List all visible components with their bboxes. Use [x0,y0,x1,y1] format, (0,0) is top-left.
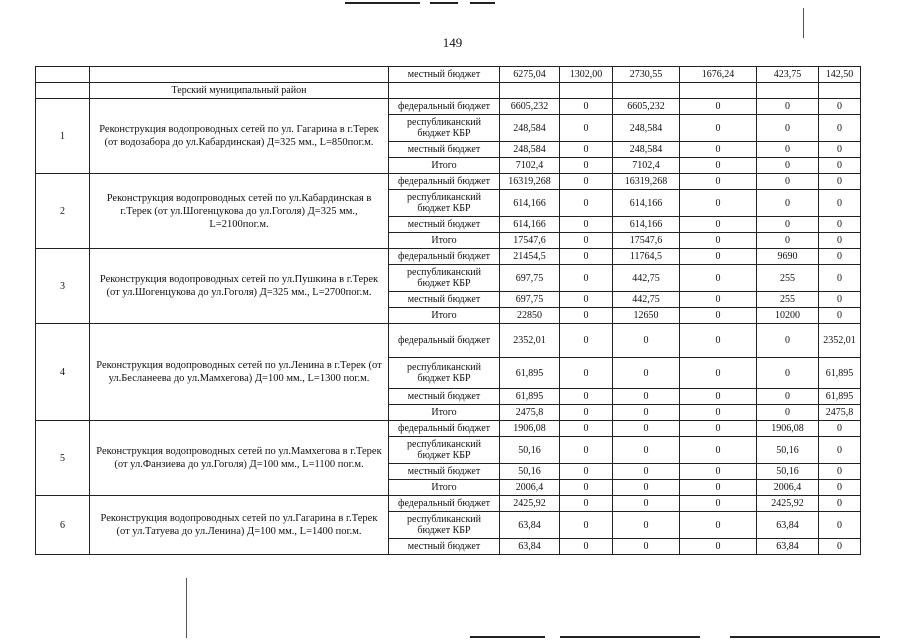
value-cell: 0 [757,389,819,405]
value-cell: 0 [819,512,861,539]
budget-cell: местный бюджет [389,389,500,405]
value-cell: 2425,92 [500,496,560,512]
value-cell: 0 [757,358,819,389]
table-row [36,174,861,190]
value-cell: 63,84 [500,512,560,539]
value-cell: 0 [819,142,861,158]
value-cell: 423,75 [757,67,819,83]
value-cell: 0 [819,115,861,142]
scan-artifact [560,636,700,638]
value-cell: 0 [680,174,757,190]
value-cell: 0 [613,358,680,389]
value-cell: 0 [680,292,757,308]
project-number: 6 [36,496,90,555]
value-cell: 0 [613,389,680,405]
table-row [36,421,861,437]
value-cell: 0 [819,190,861,217]
table-row [36,324,861,358]
value-cell: 0 [819,249,861,265]
value-cell: 50,16 [757,464,819,480]
value-cell: 0 [613,437,680,464]
value-cell: 1906,08 [757,421,819,437]
value-cell: 0 [560,292,613,308]
value-cell: 2730,55 [613,67,680,83]
value-cell: 0 [757,233,819,249]
value-cell: 0 [680,358,757,389]
budget-cell: федеральный бюджет [389,99,500,115]
value-cell: 0 [560,421,613,437]
budget-cell: республиканский бюджет КБР [389,512,500,539]
value-cell: 0 [680,265,757,292]
value-cell: 0 [680,512,757,539]
value-cell: 16319,268 [613,174,680,190]
project-title: Реконструкция водопроводных сетей по ул.Гагарина в г.Терек (от ул.Татуева до ул.Ленина) Д=100 мм., L=1400 пог.м. [90,496,389,555]
value-cell: 63,84 [757,539,819,555]
value-cell: 0 [560,233,613,249]
value-cell: 0 [819,480,861,496]
table-row [36,496,861,512]
value-cell: 50,16 [757,437,819,464]
value-cell: 614,166 [613,217,680,233]
value-cell: 63,84 [500,539,560,555]
value-cell: 0 [757,115,819,142]
value-cell: 0 [757,158,819,174]
value-cell: 0 [560,190,613,217]
project-title: Реконструкция водопроводных сетей по ул.Мамхегова в г.Терек (от ул.Фанзиева до ул.Гоголя) Д=100 мм., L=1100 пог.м. [90,421,389,496]
budget-table [35,66,861,555]
budget-cell: Итого [389,308,500,324]
value-cell: 248,584 [500,142,560,158]
value-cell: 1676,24 [680,67,757,83]
value-cell: 255 [757,265,819,292]
scan-artifact [470,636,545,638]
num-cell [36,67,90,83]
value-cell: 0 [560,99,613,115]
value-cell: 0 [819,496,861,512]
value-cell: 6605,232 [500,99,560,115]
budget-cell: местный бюджет [389,539,500,555]
value-cell: 0 [560,217,613,233]
value-cell: 0 [680,217,757,233]
value-cell: 0 [680,539,757,555]
value-cell: 442,75 [613,265,680,292]
value-cell: 0 [757,324,819,358]
value-cell: 0 [613,464,680,480]
budget-cell: федеральный бюджет [389,324,500,358]
scan-artifact [730,636,880,638]
project-number: 2 [36,174,90,249]
value-cell: 6275,04 [500,67,560,83]
value-cell: 61,895 [819,358,861,389]
value-cell: 0 [560,437,613,464]
budget-cell: республиканский бюджет КБР [389,358,500,389]
value-cell: 0 [560,464,613,480]
table-body [36,67,861,555]
project-number: 4 [36,324,90,421]
value-cell: 0 [819,437,861,464]
budget-cell: местный бюджет [389,217,500,233]
value-cell: 0 [560,405,613,421]
budget-cell: федеральный бюджет [389,249,500,265]
value-cell: 0 [613,512,680,539]
value-cell: 7102,4 [613,158,680,174]
value-cell: 0 [680,115,757,142]
value-cell: 142,50 [819,67,861,83]
num-cell [36,83,90,99]
budget-cell: Итого [389,233,500,249]
value-cell: 61,895 [819,389,861,405]
value-cell: 0 [613,480,680,496]
value-cell: 17547,6 [500,233,560,249]
value-cell: 0 [613,496,680,512]
budget-cell: федеральный бюджет [389,496,500,512]
value-cell: 12650 [613,308,680,324]
value-cell: 61,895 [500,389,560,405]
budget-cell: местный бюджет [389,67,500,83]
title-cell [90,67,389,83]
value-cell: 0 [680,405,757,421]
value-cell: 0 [757,217,819,233]
value-cell: 0 [680,233,757,249]
value-cell: 0 [560,496,613,512]
budget-cell: Итого [389,405,500,421]
value-cell: 0 [680,308,757,324]
value-cell: 0 [560,308,613,324]
project-number: 3 [36,249,90,324]
value-cell: 1302,00 [560,67,613,83]
value-cell: 0 [757,99,819,115]
value-cell: 0 [819,292,861,308]
budget-cell: федеральный бюджет [389,421,500,437]
value-cell: 248,584 [500,115,560,142]
page-number: 149 [442,35,463,50]
budget-cell: федеральный бюджет [389,174,500,190]
value-cell: 0 [613,539,680,555]
project-number: 5 [36,421,90,496]
value-cell: 1906,08 [500,421,560,437]
value-cell: 0 [819,308,861,324]
value-cell: 0 [680,158,757,174]
value-cell: 614,166 [500,217,560,233]
value-cell: 0 [560,480,613,496]
value-cell: 11764,5 [613,249,680,265]
value-cell: 61,895 [500,358,560,389]
scan-artifact [186,578,187,638]
value-cell: 0 [560,539,613,555]
value-cell: 0 [757,405,819,421]
value-cell: 0 [613,405,680,421]
value-cell: 0 [680,496,757,512]
budget-cell: республиканский бюджет КБР [389,437,500,464]
value-cell: 0 [819,464,861,480]
budget-cell: местный бюджет [389,292,500,308]
value-cell: 0 [680,99,757,115]
value-cell: 0 [819,421,861,437]
value-cell: 2475,8 [500,405,560,421]
value-cell: 0 [819,539,861,555]
budget-cell: республиканский бюджет КБР [389,265,500,292]
value-cell: 0 [757,174,819,190]
project-title: Реконструкция водопроводных сетей по ул. Гагарина в г.Терек (от водозабора до ул.Кабардинская) Д=325 мм., L=850пог.м. [90,99,389,174]
value-cell: 0 [560,174,613,190]
table-row [36,249,861,265]
value-cell: 0 [560,142,613,158]
value-cell: 2352,01 [819,324,861,358]
scan-artifact [345,2,420,4]
value-cell: 6605,232 [613,99,680,115]
value-cell: 0 [560,158,613,174]
value-cell: 7102,4 [500,158,560,174]
value-cell: 10200 [757,308,819,324]
scan-artifact [430,2,458,4]
value-cell: 0 [560,249,613,265]
value-cell: 248,584 [613,142,680,158]
district-row [36,83,861,99]
value-cell: 0 [819,233,861,249]
value-cell: 9690 [757,249,819,265]
value-cell: 0 [613,324,680,358]
value-cell: 0 [680,324,757,358]
value-cell: 697,75 [500,292,560,308]
budget-cell: Итого [389,158,500,174]
value-cell: 0 [560,358,613,389]
value-cell: 0 [560,115,613,142]
project-number: 1 [36,99,90,174]
value-cell: 2475,8 [819,405,861,421]
value-cell: 0 [680,464,757,480]
value-cell: 0 [560,324,613,358]
value-cell: 22850 [500,308,560,324]
value-cell: 697,75 [500,265,560,292]
table-row-top [36,67,861,83]
value-cell: 0 [680,142,757,158]
value-cell: 0 [757,142,819,158]
value-cell: 2006,4 [500,480,560,496]
value-cell: 0 [819,265,861,292]
budget-cell: местный бюджет [389,464,500,480]
value-cell: 614,166 [613,190,680,217]
budget-cell: местный бюджет [389,142,500,158]
budget-cell: Итого [389,480,500,496]
budget-cell: республиканский бюджет КБР [389,115,500,142]
value-cell: 0 [680,421,757,437]
value-cell: 50,16 [500,464,560,480]
value-cell: 50,16 [500,437,560,464]
value-cell: 2352,01 [500,324,560,358]
project-title: Реконструкция водопроводных сетей по ул.Кабардинская в г.Терек (от ул.Шогенцукова до ул.Гоголя) Д=325 мм., L=2100пог.м. [90,174,389,249]
value-cell: 0 [680,249,757,265]
value-cell: 442,75 [613,292,680,308]
value-cell: 0 [819,158,861,174]
value-cell: 0 [680,437,757,464]
value-cell: 0 [819,174,861,190]
value-cell: 2425,92 [757,496,819,512]
value-cell: 17547,6 [613,233,680,249]
value-cell: 614,166 [500,190,560,217]
value-cell: 0 [560,389,613,405]
value-cell: 0 [819,217,861,233]
value-cell: 255 [757,292,819,308]
district-title: Терский муниципальный район [90,83,389,99]
value-cell: 0 [757,190,819,217]
value-cell: 0 [613,421,680,437]
value-cell: 21454,5 [500,249,560,265]
value-cell: 248,584 [613,115,680,142]
value-cell: 0 [560,512,613,539]
value-cell: 63,84 [757,512,819,539]
value-cell: 0 [560,265,613,292]
value-cell: 2006,4 [757,480,819,496]
budget-cell: республиканский бюджет КБР [389,190,500,217]
value-cell: 0 [680,480,757,496]
value-cell: 0 [819,99,861,115]
value-cell: 0 [680,190,757,217]
scan-artifact [803,8,804,38]
project-title: Реконструкция водопроводных сетей по ул.Ленина в г.Терек (от ул.Бесланеева до ул.Мамхегова) Д=100 мм., L=1300 пог.м. [90,324,389,421]
project-title: Реконструкция водопроводных сетей по ул.Пушкина в г.Терек (от ул.Шогенцукова до ул.Гоголя) Д=325 мм., L=2700пог.м. [90,249,389,324]
value-cell: 16319,268 [500,174,560,190]
table-row [36,99,861,115]
scan-artifact [470,2,495,4]
value-cell: 0 [680,389,757,405]
